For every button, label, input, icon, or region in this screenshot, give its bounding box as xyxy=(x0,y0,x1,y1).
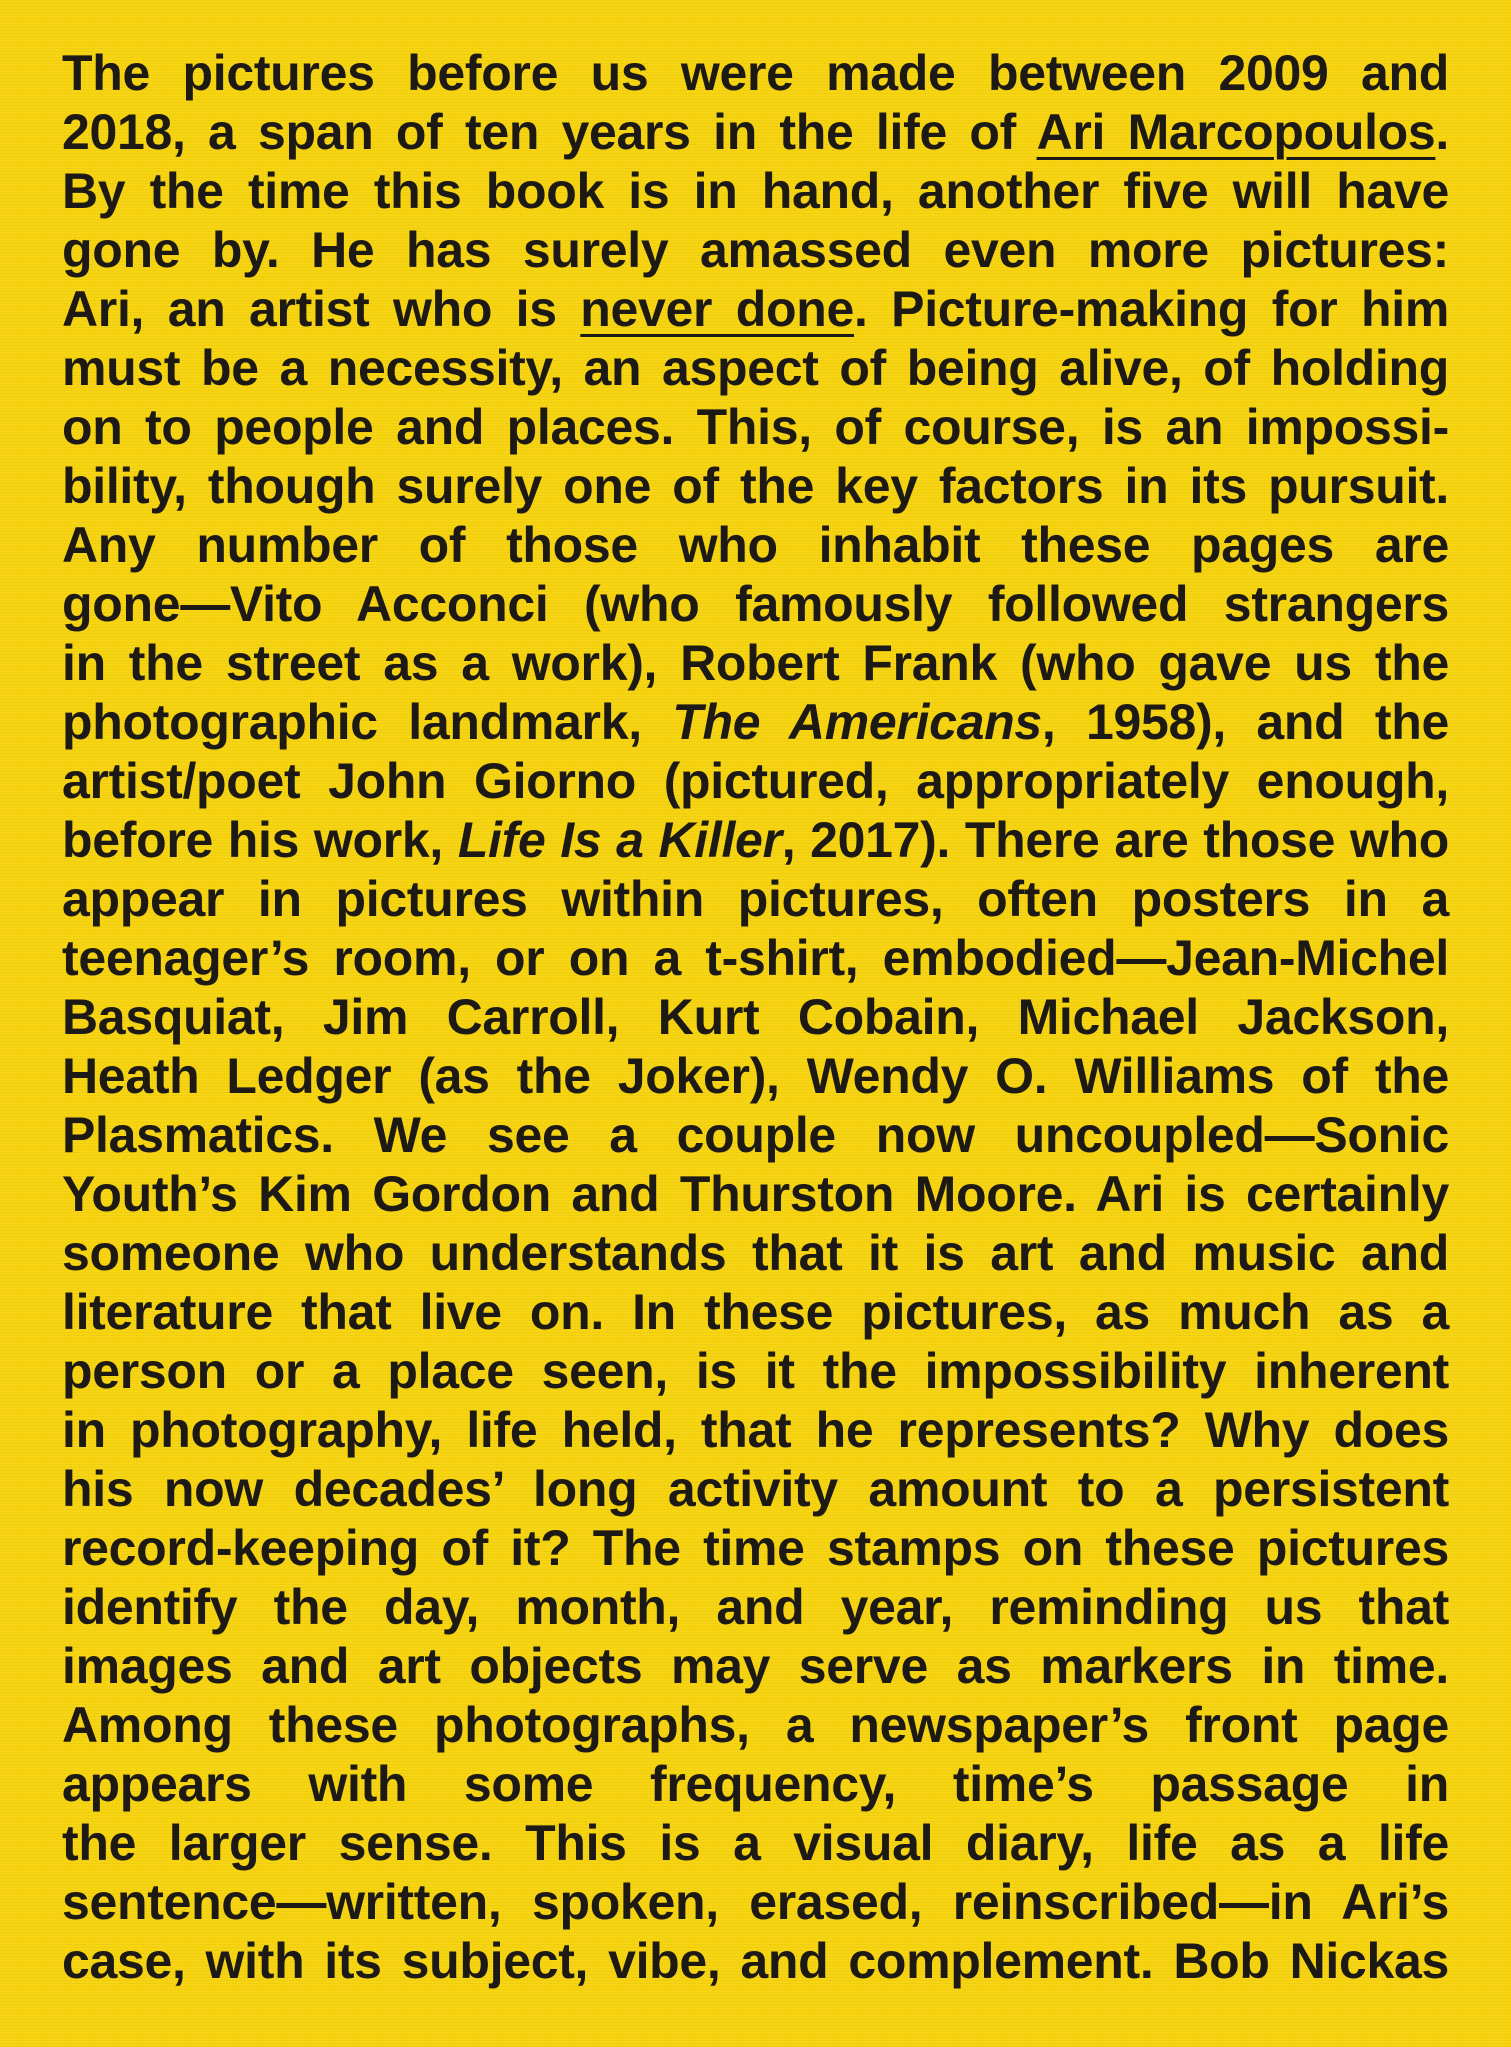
text-line: someone who understands that it is art and music and xyxy=(62,1225,1449,1281)
text-line: record-keeping of it? The time stamps on these pictures xyxy=(62,1520,1449,1576)
text-line: appear in pictures within pictures, often posters in a xyxy=(62,871,1449,927)
text-line: identify the day, month, and year, reminding us that xyxy=(62,1579,1449,1635)
text-line: Plasmatics. We see a couple now uncoupled—Sonic xyxy=(62,1107,1449,1163)
text-segment: before his work, xyxy=(62,812,458,868)
text-line: By the time this book is in hand, another five will have xyxy=(62,163,1449,219)
book-title: The Americans xyxy=(672,694,1042,750)
text-line: The pictures before us were made between 2009 and xyxy=(62,45,1449,101)
text-segment: 2018, a span of ten years in the life of xyxy=(62,104,1037,160)
text-line: Among these photographs, a newspaper’s front page xyxy=(62,1697,1449,1753)
text-line: images and art objects may serve as markers in time. xyxy=(62,1638,1449,1694)
text-line: Basquiat, Jim Carroll, Kurt Cobain, Michael Jackson, xyxy=(62,989,1449,1045)
text-line xyxy=(62,103,1449,162)
artwork-title: Life Is a Killer xyxy=(457,812,782,868)
text-segment: . Picture-making for him xyxy=(854,281,1450,337)
text-line: his now decades’ long activity amount to a persistent xyxy=(62,1461,1449,1517)
text-segment: photographic landmark, xyxy=(62,694,673,750)
artist-name-link[interactable]: Ari Marcopoulos xyxy=(1036,104,1436,160)
text-line: in photography, life held, that he represents? Why does xyxy=(62,1402,1449,1458)
text-line: in the street as a work), Robert Frank (who gave us the xyxy=(62,635,1449,691)
text-line: bility, though surely one of the key factors in its pursuit. xyxy=(62,458,1449,514)
text-segment: , 2017). There are those who xyxy=(781,812,1449,868)
text-line: gone—Vito Acconci (who famously followed strangers xyxy=(62,576,1449,632)
text-line: literature that live on. In these pictures, as much as a xyxy=(62,1284,1449,1340)
text-line xyxy=(62,811,1449,870)
never-done-link[interactable]: never done xyxy=(580,281,855,337)
text-line: Youth’s Kim Gordon and Thurston Moore. Ari is certainly xyxy=(62,1166,1449,1222)
text-segment: Ari, an artist who is xyxy=(62,281,581,337)
text-line xyxy=(62,693,1449,752)
text-segment: , 1958), and the xyxy=(1041,694,1449,750)
essay-page xyxy=(62,44,1449,2014)
text-line: gone by. He has surely amassed even more pictures: xyxy=(62,222,1449,278)
text-line: the larger sense. This is a visual diary, life as a life xyxy=(62,1815,1449,1871)
text-line: sentence—written, spoken, erased, reinscribed—in Ari’s xyxy=(62,1874,1449,1930)
text-line: Any number of those who inhabit these pages are xyxy=(62,517,1449,573)
text-segment: . xyxy=(1435,104,1449,160)
text-line: on to people and places. This, of course, is an impossi- xyxy=(62,399,1449,455)
text-line: person or a place seen, is it the impossibility inherent xyxy=(62,1343,1449,1399)
text-line xyxy=(62,280,1449,339)
signature-line: case, with its subject, vibe, and complement. Bob Nickas xyxy=(62,1933,1449,1989)
text-line: appears with some frequency, time’s passage in xyxy=(62,1756,1449,1812)
text-line: Heath Ledger (as the Joker), Wendy O. Williams of the xyxy=(62,1048,1449,1104)
text-line: artist/poet John Giorno (pictured, appropriately enough, xyxy=(62,753,1449,809)
text-line: must be a necessity, an aspect of being alive, of holding xyxy=(62,340,1449,396)
text-line: teenager’s room, or on a t-shirt, embodied—Jean-Michel xyxy=(62,930,1449,986)
